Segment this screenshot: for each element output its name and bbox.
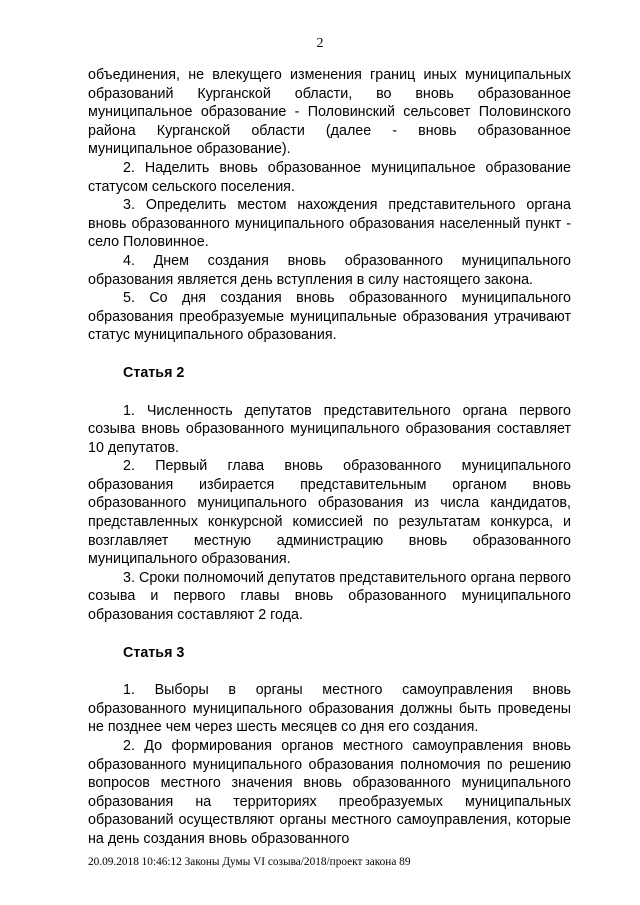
page-number: 2 xyxy=(316,36,324,51)
article1-item-3: 3. Определить местом нахождения представительного органа вновь образованного муниципального образования населенный пункт - село Половинное. xyxy=(88,197,571,251)
article3-item-1: 1. Выборы в органы местного самоуправления вновь образованного муниципального образования должны быть проведены не позднее чем через шесть месяцев со дня его создания. xyxy=(88,682,571,736)
article2-item-1: 1. Численность депутатов представительного органа первого созыва вновь образованного муниципального образования составляет 10 депутатов. xyxy=(88,402,571,456)
article1-item-5: 5. Со дня создания вновь образованного муниципального образования преобразуемые муниципальные образования утрачивают статус муниципального образования. xyxy=(88,290,571,344)
article2-item-3: 3. Сроки полномочий депутатов представительного органа первого созыва и первого главы вновь образованного муниципального образования составляют 2 года. xyxy=(88,569,571,624)
opening-paragraph: объединения, не влекущего изменения границ иных муниципальных образований Курганской области, во вновь образованное муниципальное образование - Половинский сельсовет Половинского района Курганской области (далее - вновь образованное муниципальное образование). xyxy=(88,67,571,158)
article1-item-2: 2. Наделить вновь образованное муниципальное образование статусом сельского поселения. xyxy=(88,159,571,195)
article2-item-2: 2. Первый глава вновь образованного муниципального образования избирается представительным органом вновь образованного муниципального образования из числа кандидатов, представленных конкурсной комиссией по результатам конкурса, и возглавляет местную администрацию вновь образованного муниципального образования. xyxy=(88,458,571,568)
article2-heading: Статья 2 xyxy=(123,364,185,381)
article1-item-4: 4. Днем создания вновь образованного муниципального образования является день вступления в силу настоящего закона. xyxy=(88,252,571,288)
document-body xyxy=(88,66,571,849)
article3-heading: Статья 3 xyxy=(123,644,185,661)
article3-item-2: 2. До формирования органов местного самоуправления вновь образованного муниципального образования полномочия по решению вопросов местного значения вновь образованного муниципального образования на территориях преобразуемых муниципальных образований осуществляют органы местного самоуправления, которые на день создания вновь образованного xyxy=(88,738,571,847)
document-footer: 20.09.2018 10:46:12 Законы Думы VI созыва/2018/проект закона 89 xyxy=(88,856,411,868)
